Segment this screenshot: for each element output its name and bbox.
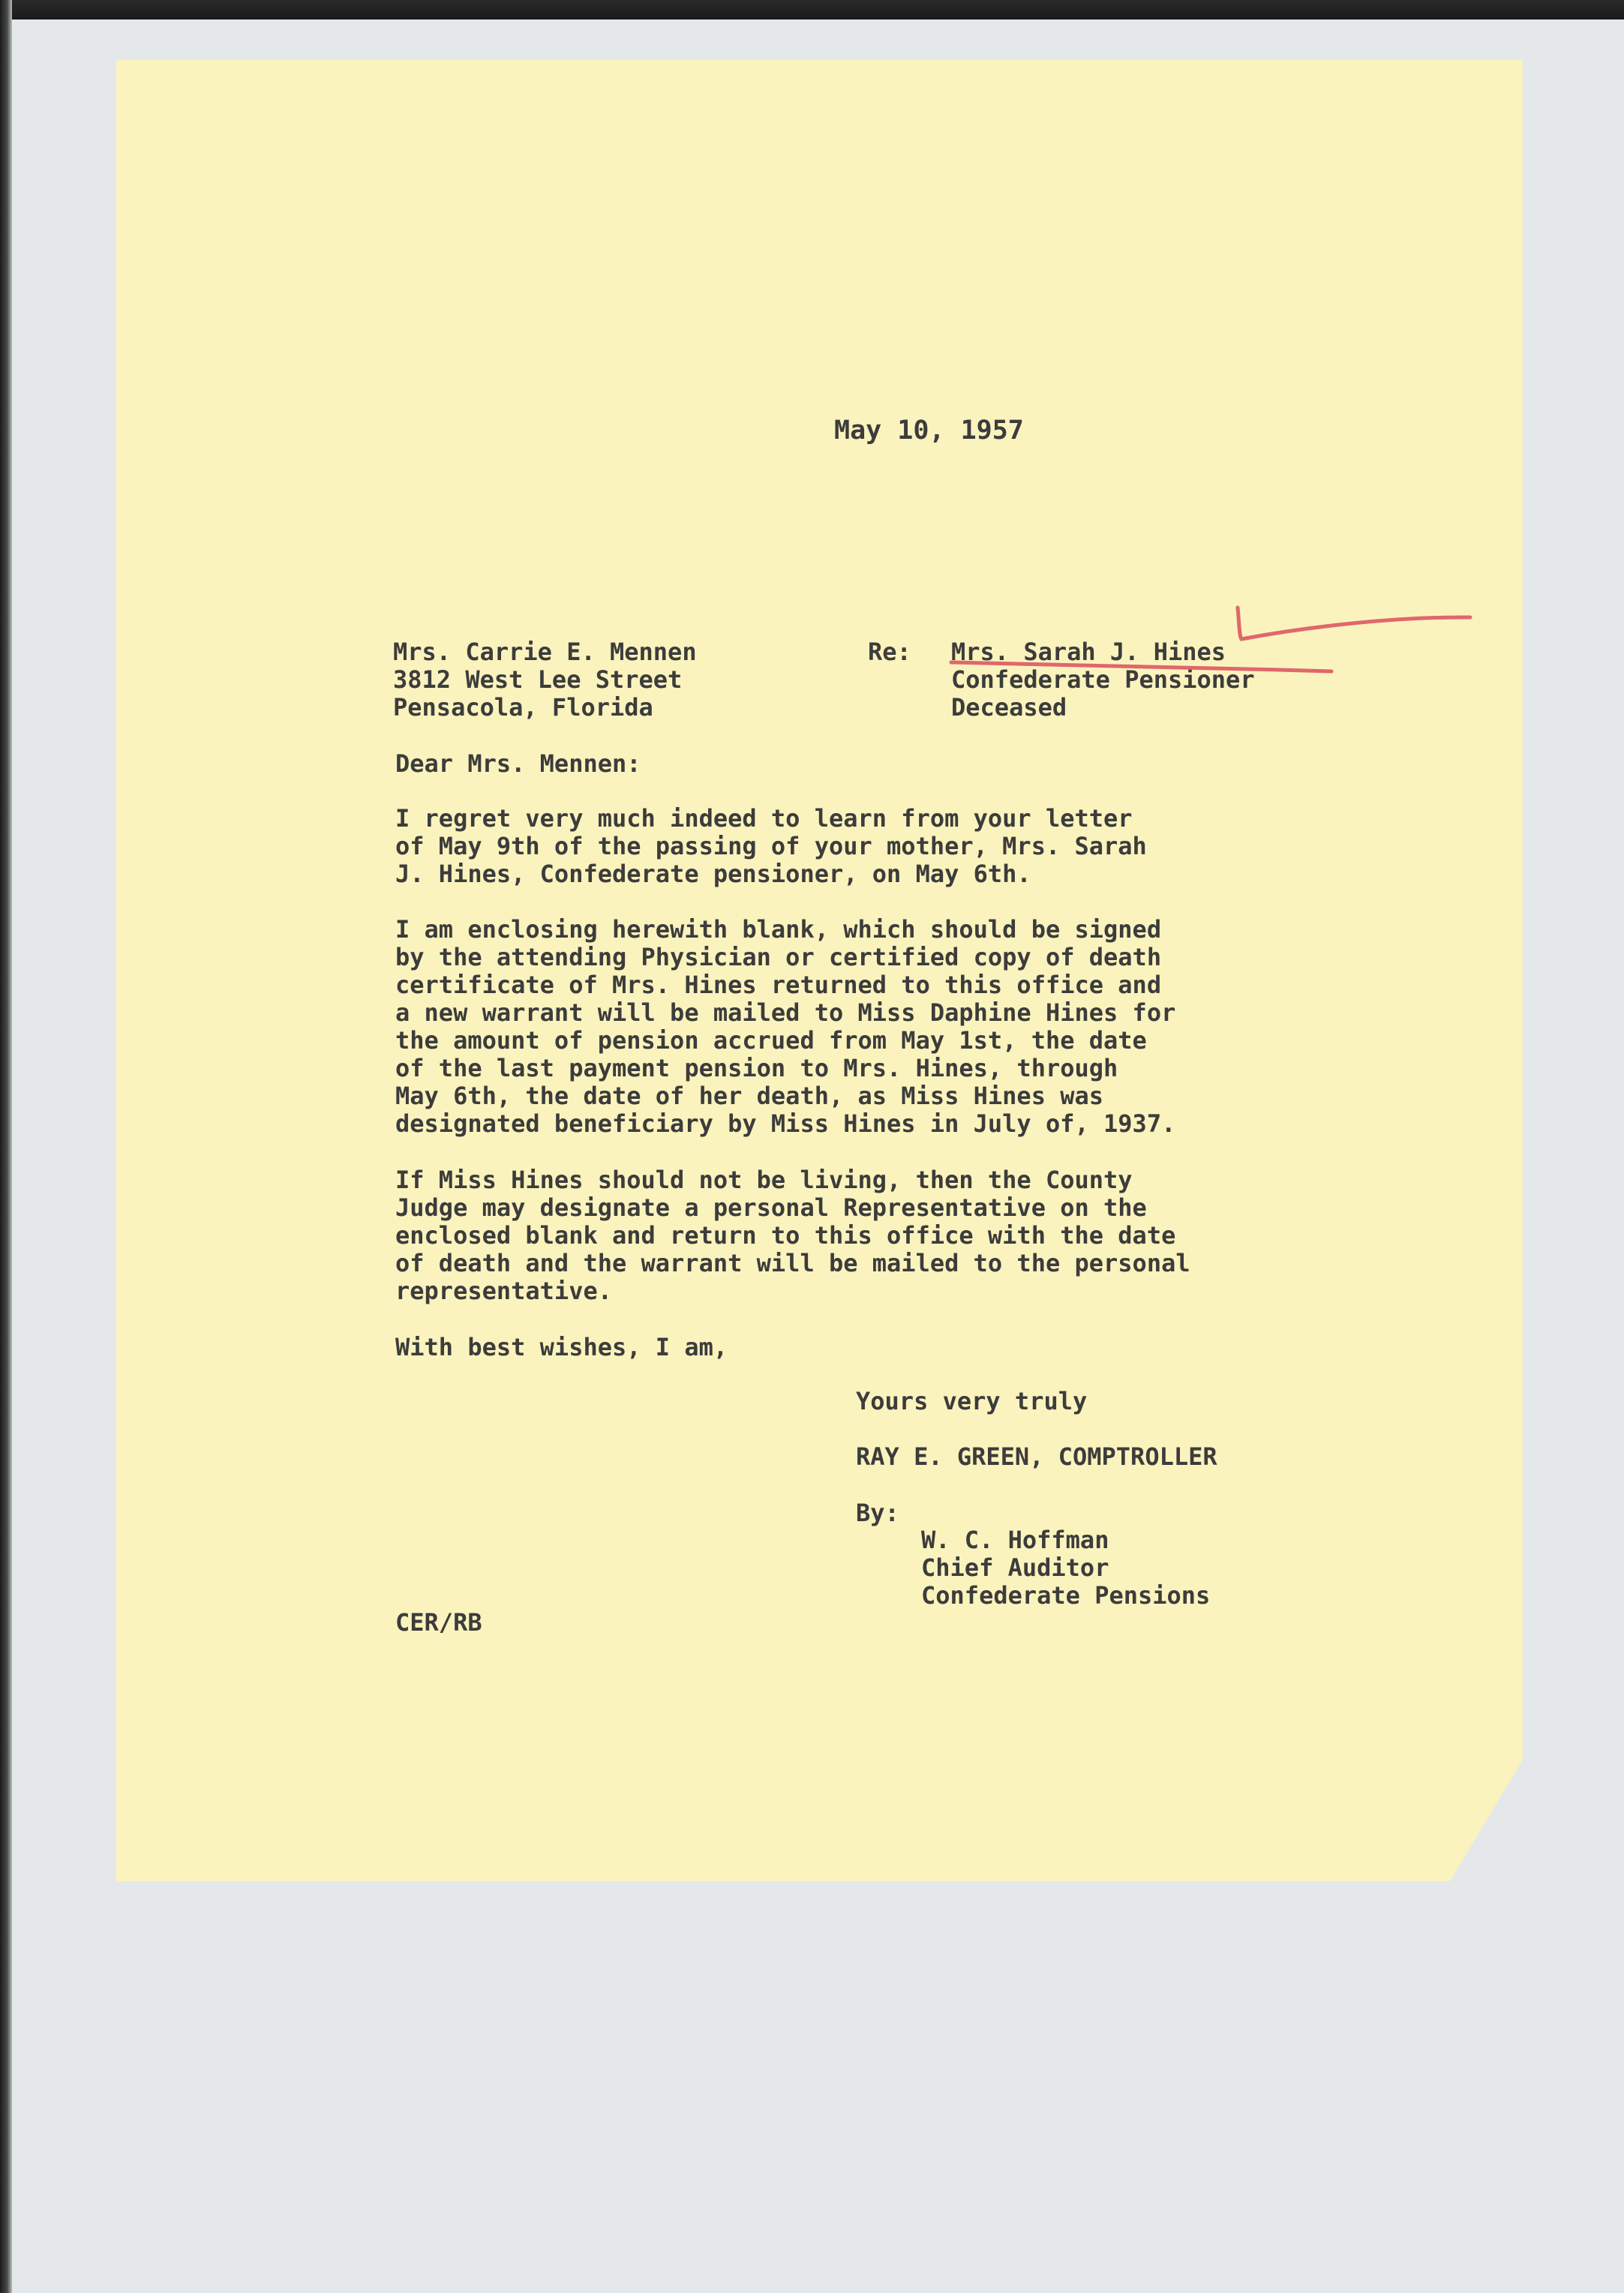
salutation: Dear Mrs. Mennen:: [395, 749, 641, 778]
paragraph-line: of May 9th of the passing of your mother, Mrs. Sarah: [395, 832, 1147, 860]
recipient-name: Mrs. Carrie E. Mennen: [393, 638, 697, 666]
recipient-city: Pensacola, Florida: [393, 693, 653, 722]
reference-initials: CER/RB: [395, 1608, 482, 1637]
auditor-block: [921, 1526, 1210, 1610]
paragraph-line: a new warrant will be mailed to Miss Daphine Hines for: [395, 998, 1176, 1027]
paragraph-line: by the attending Physician or certified copy of death: [395, 943, 1162, 971]
subject-name: Mrs. Sarah J. Hines: [951, 638, 1226, 666]
paragraph-line: May 6th, the date of her death, as Miss Hines was: [395, 1082, 1104, 1110]
closing-wishes: With best wishes, I am,: [395, 1333, 728, 1361]
auditor-name: W. C. Hoffman: [921, 1526, 1109, 1554]
subject-block: [951, 638, 1255, 722]
paragraph-line: If Miss Hines should not be living, then the County: [395, 1166, 1133, 1194]
paragraph-line: certificate of Mrs. Hines returned to this office and: [395, 971, 1162, 999]
complimentary-close: Yours very truly: [856, 1387, 1088, 1415]
paragraph-line: enclosed blank and return to this office with the date: [395, 1221, 1176, 1250]
signer-name: RAY E. GREEN, COMPTROLLER: [856, 1442, 1217, 1471]
paragraph-enclosure: [395, 916, 1175, 1138]
auditor-title: Chief Auditor: [921, 1553, 1109, 1582]
paragraph-line: of death and the warrant will be mailed to the personal: [395, 1249, 1190, 1277]
auditor-department: Confederate Pensions: [921, 1581, 1211, 1610]
paragraph-line: I am enclosing herewith blank, which should be signed: [395, 915, 1162, 944]
letter-date: May 10, 1957: [834, 416, 1024, 446]
by-label: By:: [856, 1499, 899, 1527]
recipient-address: [393, 638, 697, 722]
scanner-edge: [0, 0, 1624, 20]
subject-status: Confederate Pensioner: [951, 665, 1255, 694]
paragraph-line: the amount of pension accrued from May 1st, the date: [395, 1026, 1147, 1055]
paragraph-line: designated beneficiary by Miss Hines in July of, 1937.: [395, 1109, 1176, 1138]
subject-deceased: Deceased: [951, 693, 1067, 722]
paragraph-line: representative.: [395, 1277, 612, 1305]
paragraph-condolence: [395, 805, 1147, 888]
paragraph-line: Judge may designate a personal Representative on the: [395, 1193, 1147, 1222]
paragraph-line: I regret very much indeed to learn from your letter: [395, 804, 1133, 833]
paragraph-representative: [395, 1166, 1190, 1305]
scanner-edge-left: [0, 0, 12, 2293]
re-label: Re:: [868, 638, 911, 666]
recipient-street: 3812 West Lee Street: [393, 665, 683, 694]
paragraph-line: of the last payment pension to Mrs. Hines, through: [395, 1054, 1118, 1082]
paragraph-line: J. Hines, Confederate pensioner, on May 6th.: [395, 860, 1031, 888]
